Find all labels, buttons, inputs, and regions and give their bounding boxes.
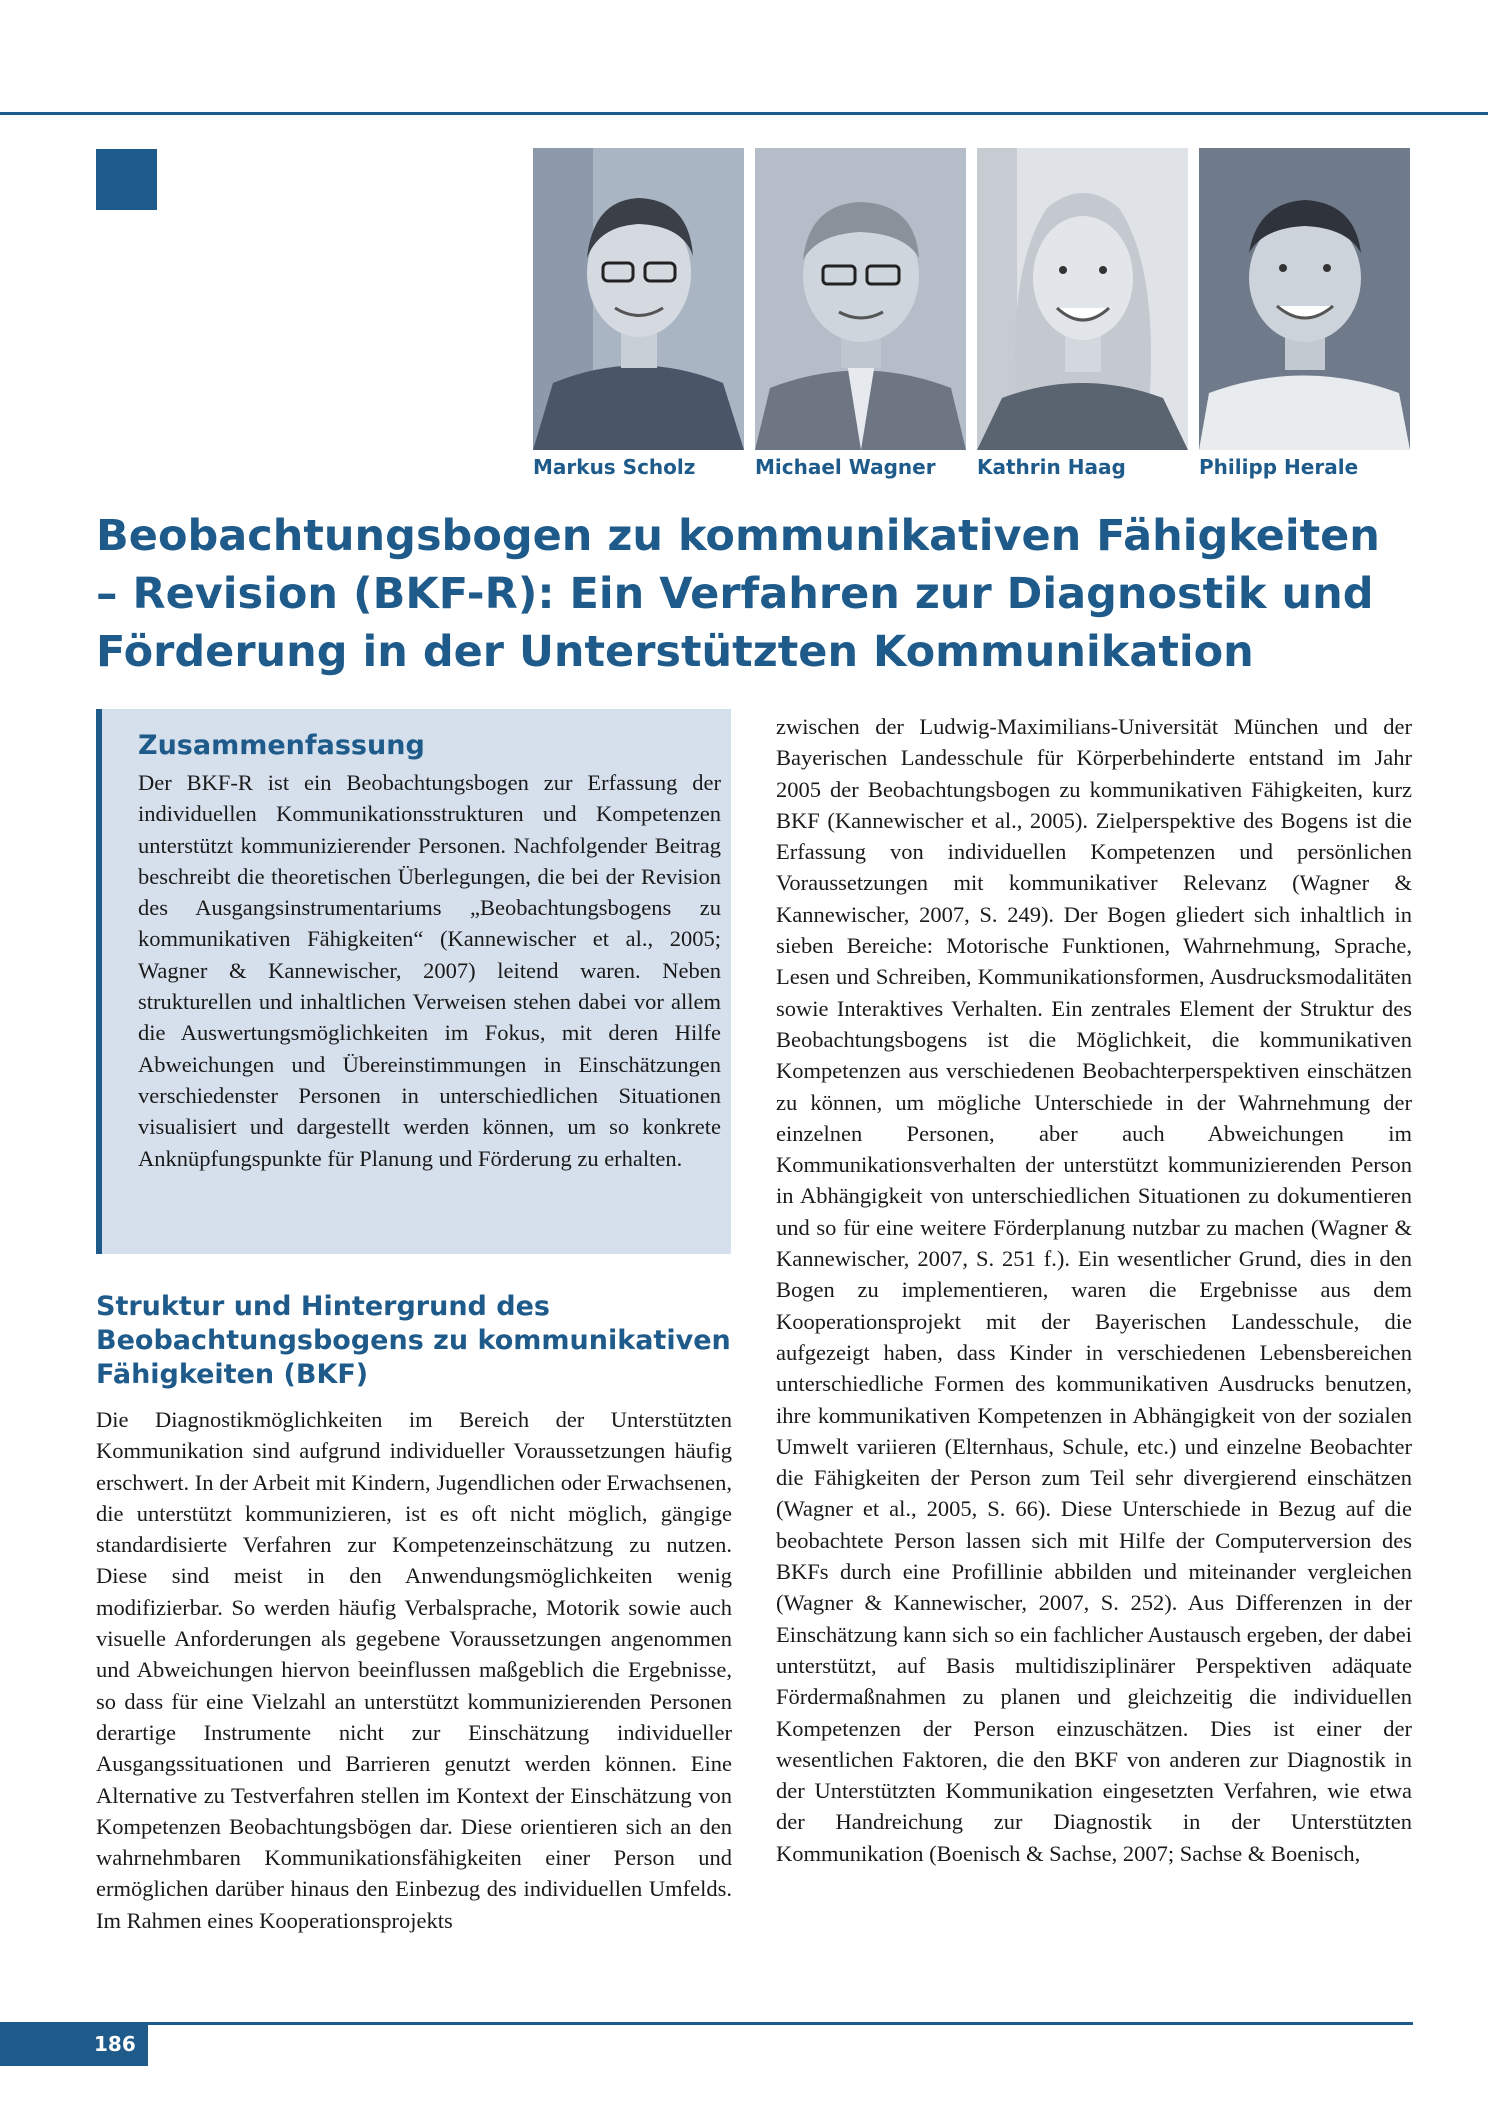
section-marker-square <box>96 149 157 210</box>
summary-box <box>96 709 731 1254</box>
author-photo-2 <box>755 148 966 450</box>
portrait-image <box>977 148 1188 450</box>
article-title: Beobachtungsbogen zu kommunikativen Fähigkeiten – Revision (BKF-R): Ein Verfahren zur Diagnostik und Förderung in der Unterstützten Kommunikation <box>96 511 1380 677</box>
portrait-image <box>755 148 966 450</box>
summary-heading: Zusammenfassung <box>138 730 425 761</box>
author-name: Michael Wagner <box>755 455 936 479</box>
author-name: Philipp Herale <box>1199 455 1359 479</box>
author-name: Kathrin Haag <box>977 455 1126 479</box>
author-photo-1 <box>533 148 744 450</box>
portrait-image <box>1199 148 1410 450</box>
bottom-rule <box>0 2022 1413 2025</box>
portrait-image <box>533 148 744 450</box>
section-heading: Struktur und Hintergrund des Beobachtungsbogens zu kommunikativen Fähigkeiten (BKF) <box>96 1291 731 1390</box>
author-photo-3 <box>977 148 1188 450</box>
author-name: Markus Scholz <box>533 455 696 479</box>
body-text-right-column: zwischen der Ludwig-Maximilians-Universität München und der Bayerischen Landesschule für Körperbehinderte entstand im Jahr 2005 der Beobachtungsbogen zu kommunikativen Fähigkeiten, kurz BKF (Kannewischer et al., 2005). Zielperspektive des Bogens ist die Erfassung von individuellen Kompetenzen und persönlichen Voraussetzungen mit kommunikativer Relevanz (Wagner & Kannewischer, 2007, S. 249). Der Bogen gliedert sich inhaltlich in sieben Bereiche: Motorische Funktionen, Wahrnehmung, Sprache, Lesen und Schreiben, Kommunikationsformen, Ausdrucksmodalitäten sowie Interaktives Verhalten. Ein zentrales Element der Struktur des Beobachtungsbogens ist die Möglichkeit, die kommunikativen Kompetenzen aus verschiedenen Beobachterperspektiven einschätzen zu können, um mögliche Unterschiede in der Wahrnehmung der einzelnen Personen, aber auch Abweichungen im Kommunikationsverhalten der unterstützt kommunizierenden Person in Abhängigkeit von unterschiedlichen Situationen zu dokumentieren und so für eine weitere Förderplanung nutzbar zu machen (Wagner & Kannewischer, 2007, S. 251 f.). Ein wesentlicher Grund, dies in den Bogen zu implementieren, waren die Ergebnisse aus dem Kooperationsprojekt mit der Bayerischen Landesschule, die aufgezeigt haben, dass Kinder in verschiedenen Lebensbereichen unterschiedliche Formen des kommunikativen Ausdrucks benutzen, ihre kommunikativen Kompetenzen in Abhängigkeit von der sozialen Umwelt variieren (Elternhaus, Schule, etc.) und einzelne Beobachter die Fähigkeiten der Person zum Teil sehr divergierend einschätzen (Wagner et al., 2005, S. 66). Diese Unterschiede in Bezug auf die beobachtete Person lassen sich mit Hilfe der Computerversion des BKFs durch eine Profillinie abbilden und miteinander vergleichen (Wagner & Kannewischer, 2007, S. 252). Aus Differenzen in der Einschätzung kann sich so ein fachlicher Austausch ergeben, der dabei unterstützt, auf Basis multidisziplinärer Perspektiven adäquate Fördermaßnahmen zu planen und gleichzeitig die individuellen Kompetenzen der Person einzuschätzen. Dies ist einer der wesentlichen Faktoren, die den BKF von anderen zur Diagnostik in der Unterstützten Kommunikation eingesetzten Verfahren, wie etwa der Handreichung zur Diagnostik in der Unterstützten Kommunikation (Boenisch & Sachse, 2007; Sachse & Boenisch, <box>776 714 1412 1866</box>
top-rule <box>0 112 1488 115</box>
summary-text: Der BKF-R ist ein Beobachtungsbogen zur Erfassung der individuellen Kommunikationsstrukturen und Kompetenzen unterstützt kommunizierender Personen. Nachfolgender Beitrag beschreibt die theoretischen Überlegungen, die bei der Revision des Ausgangsinstrumentariums „Beobachtungsbogens zu kommunikativen Fähigkeiten“ (Kannewischer et al., 2005; Wagner & Kannewischer, 2007) leitend waren. Neben strukturellen und inhaltlichen Verweisen stehen dabei vor allem die Auswertungsmöglichkeiten im Fokus, mit deren Hilfe Abweichungen und Übereinstimmungen in Einschätzungen verschiedenster Personen in unterschiedlichen Situationen visualisiert und dargestellt werden können, um so konkrete Anknüpfungspunkte für Planung und Förderung zu erhalten. <box>138 770 721 1171</box>
body-text-left-column: Die Diagnostikmöglichkeiten im Bereich der Unterstützten Kommunikation sind aufgrund individueller Voraussetzungen häufig erschwert. In der Arbeit mit Kindern, Jugendlichen oder Erwachsenen, die unterstützt kommunizieren, ist es oft nicht möglich, gängige standardisierte Verfahren zur Kompetenzeinschätzung zu nutzen. Diese sind meist in den Anwendungsmöglichkeiten wenig modifizierbar. So werden häufig Verbalsprache, Motorik sowie auch visuelle Anforderungen als gegebene Voraussetzungen angenommen und Abweichungen hiervon beeinflussen maßgeblich die Ergebnisse, so dass für eine Vielzahl an unterstützt kommunizierenden Personen derartige Instrumente nicht zur Einschätzung individueller Ausgangssituationen und Barrieren genutzt werden können. Eine Alternative zu Testverfahren stellen im Kontext der Einschätzung von Kompetenzen Beobachtungsbögen dar. Diese orientieren sich an den wahrnehmbaren Kommunikationsfähigkeiten einer Person und ermöglichen darüber hinaus den Einbezug des individuellen Umfelds. Im Rahmen eines Kooperationsprojekts <box>96 1407 732 1933</box>
author-photo-4 <box>1199 148 1410 450</box>
page-number: 186 <box>0 2022 148 2066</box>
